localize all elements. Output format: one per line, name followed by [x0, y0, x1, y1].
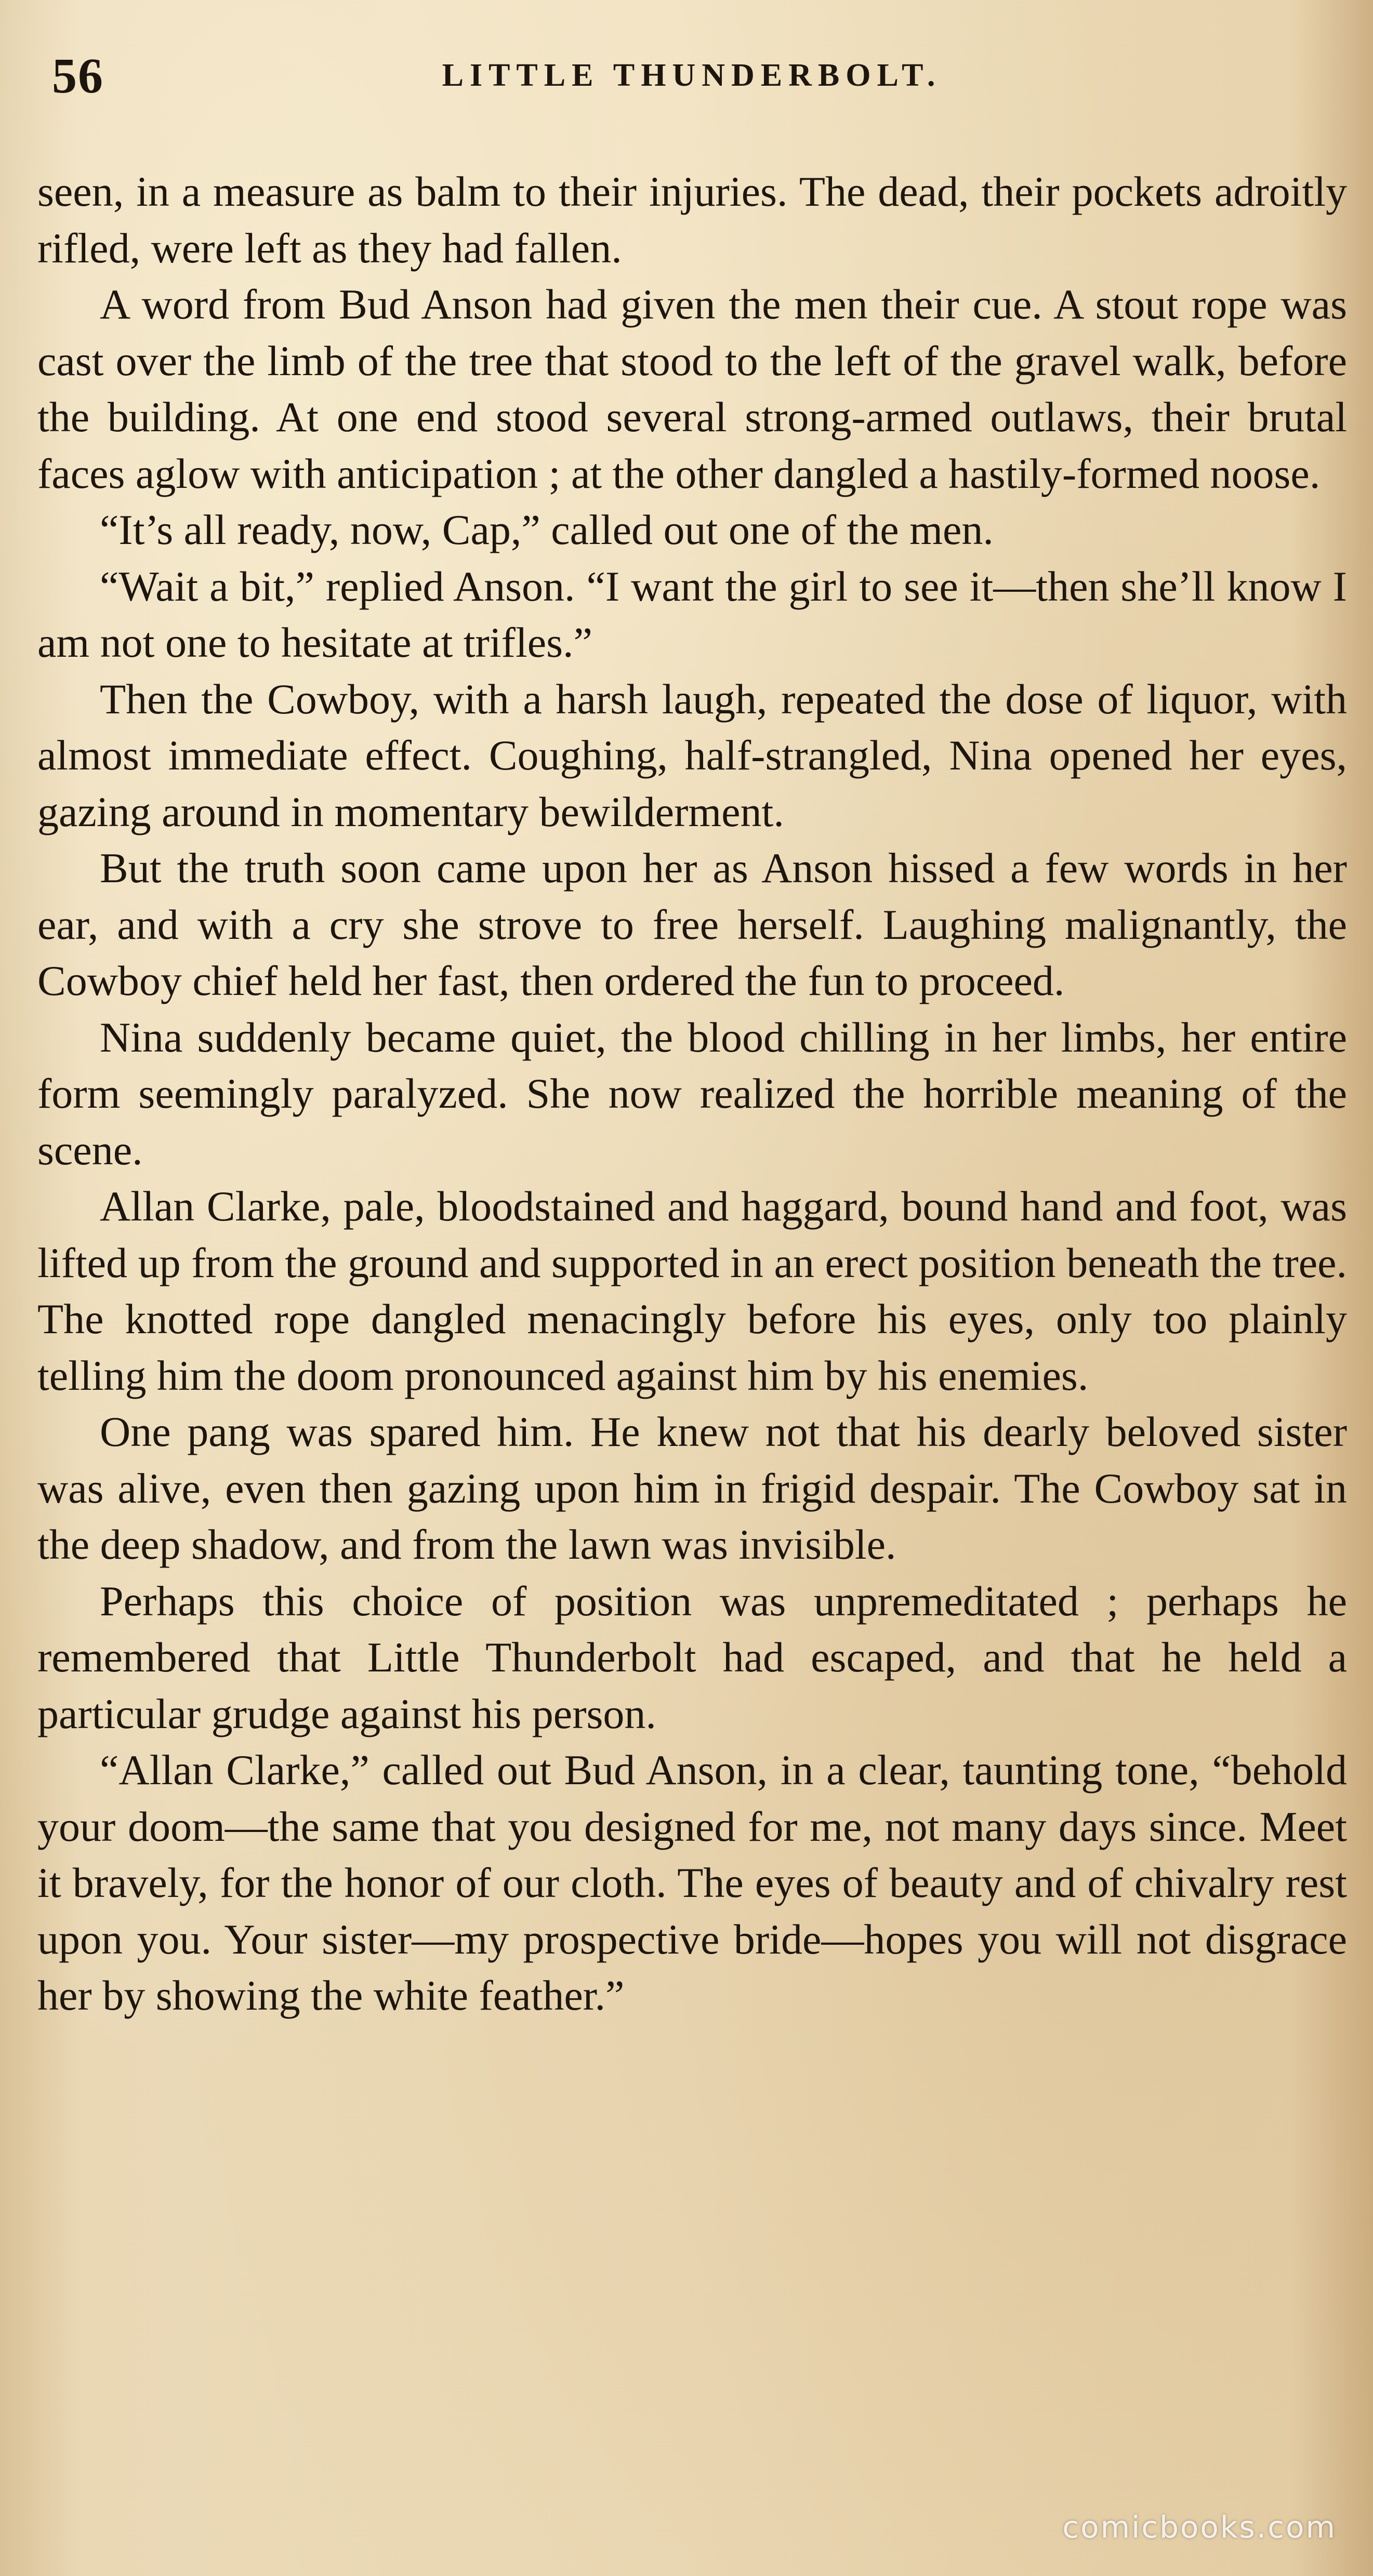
- page-header: [32, 36, 1351, 114]
- body-text: [37, 164, 1347, 2024]
- paragraph: Nina suddenly became quiet, the blood chilling in her limbs, her entire form seemingly paralyzed. She now realized the horrible meaning of the scene.: [37, 1013, 1347, 1174]
- paragraph: “Wait a bit,” replied Anson. “I want the girl to see it—then she’ll know I am not one to hesitate at trifles.”: [37, 562, 1347, 666]
- paragraph: seen, in a measure as balm to their injuries. The dead, their pockets adroitly rifled, were left as they had fallen.: [37, 168, 1347, 272]
- paragraph: Then the Cowboy, with a harsh laugh, repeated the dose of liquor, with almost immediate effect. Coughing, half-strangled, Nina opened her eyes, gazing around in momentary bewilderment.: [37, 675, 1347, 835]
- book-page: [32, 36, 1351, 2541]
- paragraph: Perhaps this choice of position was unpremeditated ; perhaps he remembered that Little Thunderbolt had escaped, and that he held a particular grudge against his person.: [37, 1577, 1347, 1737]
- running-title: LITTLE THUNDERBOLT.: [442, 58, 942, 93]
- paragraph: Allan Clarke, pale, bloodstained and haggard, bound hand and foot, was lifted up from the ground and supported in an erect position beneath the tree. The knotted rope dangled menacingly before his eyes, only too plainly telling him the doom pronounced against him by his enemies.: [37, 1183, 1347, 1399]
- paragraph: One pang was spared him. He knew not that his dearly beloved sister was alive, even then gazing upon him in frigid despair. The Cowboy sat in the deep shadow, and from the lawn was invisible.: [37, 1408, 1347, 1568]
- paragraph: “It’s all ready, now, Cap,” called out one of the men.: [100, 506, 994, 553]
- paragraph: “Allan Clarke,” called out Bud Anson, in a clear, taunting tone, “behold your doom—the same that you designed for me, not many days since. Meet it bravely, for the honor of our cloth. The eyes of beauty and of chivalry rest upon you. Your sister—my prospective bride—hopes you will not disgrace her by showing the white feather.”: [37, 1746, 1347, 2019]
- paragraph: A word from Bud Anson had given the men their cue. A stout rope was cast over the limb of the tree that stood to the left of the gravel walk, before the building. At one end stood several strong-armed outlaws, their brutal faces aglow with anticipation ; at the other dangled a hastily-formed noose.: [37, 281, 1347, 497]
- watermark: comicbooks.com: [1062, 2509, 1337, 2545]
- paragraph: But the truth soon came upon her as Anson hissed a few words in her ear, and with a cry she strove to free herself. Laughing malignantly, the Cowboy chief held her fast, then ordered the fun to proceed.: [37, 844, 1347, 1004]
- page-number: 56: [52, 48, 104, 103]
